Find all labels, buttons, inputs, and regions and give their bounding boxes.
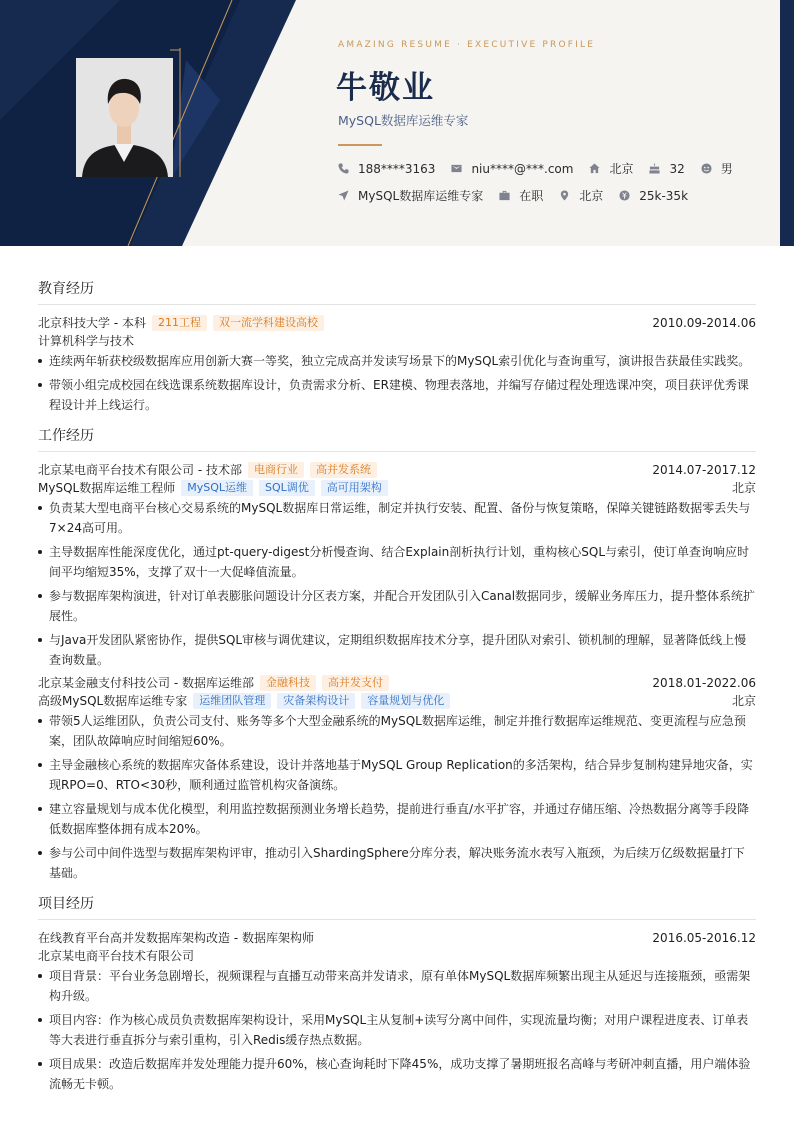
project-bullets: [38, 966, 756, 1094]
job-role: MySQL数据库运维工程师: [38, 481, 176, 495]
job-status-item: [499, 187, 543, 204]
job-intent-row: [338, 187, 704, 204]
list-item: 与Java开发团队紧密协作，提供SQL审核与调优建议，定期组织数据库技术分享，提升团队对索引、锁机制的理解，显著降低线上慢查询数量。: [38, 630, 756, 670]
contact-row: [338, 160, 749, 177]
salary-item: [619, 189, 688, 203]
education-bullets: [38, 351, 756, 415]
salary-icon: [619, 190, 630, 201]
target-city-item: [559, 187, 603, 204]
list-item: 带领小组完成校园在线选课系统数据库设计，负责需求分析、ER建模、物理表落地，并编写存储过程处理选课冲突，项目获评优秀课程设计并上线运行。: [38, 375, 756, 415]
briefcase-icon: [499, 190, 510, 201]
location-pin-icon: [559, 190, 570, 201]
list-item: 项目背景：平台业务急剧增长，视频课程与直播互动带来高并发请求，原有单体MySQL数据库频繁出现主从延迟与连接瓶颈，亟需架构升级。: [38, 966, 756, 1006]
project-date: 2016.05-2016.12: [652, 931, 756, 945]
header-kicker: AMAZING RESUME · EXECUTIVE PROFILE: [338, 40, 596, 50]
work-date: 2018.01-2022.06: [652, 676, 756, 690]
section-title-work: 工作经历: [38, 425, 756, 452]
list-item: 项目成果：改造后数据库并发处理能力提升60%，核心查询耗时下降45%，成功支撑了暑期班报名高峰与考研冲刺直播，用户端体验流畅无卡顿。: [38, 1054, 756, 1094]
skill-tag: 灾备架构设计: [277, 693, 355, 709]
skill-tag: SQL调优: [259, 480, 315, 496]
list-item: 项目内容：作为核心成员负责数据库架构设计，采用MySQL主从复制+读写分离中间件，实现流量均衡；对用户课程进度表、订单表等大表进行垂直拆分与索引重构，引入Redis缓存热点数据。: [38, 1010, 756, 1050]
company-name: 北京某金融支付科技公司 - 数据库运维部: [38, 676, 254, 690]
list-item: 主导金融核心系统的数据库灾备体系建设，设计并落地基于MySQL Group Replication的多活架构，结合异步复制构建异地灾备，实现RPO=0、RTO<30秒，顺利通过监管机构灾备演练。: [38, 755, 756, 795]
list-item: 负责某大型电商平台核心交易系统的MySQL数据库日常运维，制定并执行安装、配置、备份与恢复策略，保障关键链路数据零丢失与7×24高可用。: [38, 498, 756, 538]
list-item: 建立容量规划与成本优化模型，利用监控数据预测业务增长趋势，提前进行垂直/水平扩容，并通过存储压缩、冷热数据分离等手段降低数据库整体拥有成本20%。: [38, 799, 756, 839]
company-tag: 高并发系统: [310, 462, 377, 478]
education-date: 2010.09-2014.06: [652, 316, 756, 330]
cake-icon: [649, 163, 660, 174]
target-position-text: MySQL数据库运维专家: [358, 189, 484, 203]
work-city: 北京: [731, 481, 756, 495]
target-position-item: [338, 187, 483, 204]
home-icon: [589, 163, 600, 174]
work-bullets: [38, 498, 756, 670]
mail-icon: [451, 163, 462, 174]
hometown-text: 北京: [609, 162, 634, 176]
gender-text: 男: [720, 162, 733, 176]
send-icon: [338, 190, 349, 201]
work-city: 北京: [731, 694, 756, 708]
company-tag: 电商行业: [248, 462, 304, 478]
skill-tag: MySQL运维: [181, 480, 253, 496]
gender-item: [701, 160, 733, 177]
list-item: 主导数据库性能深度优化，通过pt-query-digest分析慢查询、结合Explain剖析执行计划，重构核心SQL与索引，使订单查询响应时间平均缩短35%，支撑了双十一大促峰值流量。: [38, 542, 756, 582]
gender-icon: [701, 163, 712, 174]
section-title-education: 教育经历: [38, 278, 756, 305]
school-tag: 211工程: [152, 315, 207, 331]
company-tag: 高并发支付: [322, 675, 389, 691]
age-item: [649, 162, 684, 176]
phone-icon: [338, 163, 349, 174]
profile-photo: [76, 58, 173, 177]
hometown-item: [589, 160, 633, 177]
section-title-projects: 项目经历: [38, 893, 756, 920]
resume-body: [38, 278, 756, 1104]
work-entry: [38, 674, 756, 883]
company-tag: 金融科技: [260, 675, 316, 691]
candidate-title: MySQL数据库运维专家: [338, 113, 469, 128]
title-accent-line: [338, 144, 382, 146]
list-item: 连续两年斩获校级数据库应用创新大赛一等奖，独立完成高并发读写场景下的MySQL索引优化与查询重写，演讲报告获最佳实践奖。: [38, 351, 756, 371]
project-name: 在线教育平台高并发数据库架构改造 - 数据库架构师: [38, 931, 314, 945]
school-tag: 双一流学科建设高校: [213, 315, 324, 331]
phone-item: [338, 162, 435, 176]
education-section: [38, 278, 756, 415]
skill-tag: 运维团队管理: [193, 693, 271, 709]
list-item: 参与数据库架构演进，针对订单表膨胀问题设计分区表方案，并配合开发团队引入Canal数据同步，缓解业务库压力，提升整体系统扩展性。: [38, 586, 756, 626]
salary-text: 25k-35k: [639, 188, 689, 203]
resume-header: [0, 0, 794, 246]
work-date: 2014.07-2017.12: [652, 463, 756, 477]
major-name: 计算机科学与技术: [38, 334, 135, 348]
work-section: [38, 425, 756, 883]
school-name: 北京科技大学 - 本科: [38, 316, 146, 330]
list-item: 参与公司中间件选型与数据库架构评审，推动引入ShardingSphere分库分表，解决账务流水表写入瓶颈，为后续万亿级数据量打下基础。: [38, 843, 756, 883]
project-entry: [38, 929, 756, 1094]
target-city-text: 北京: [579, 189, 604, 203]
age-text: 32: [669, 161, 685, 176]
projects-section: [38, 893, 756, 1094]
phone-text: 188****3163: [358, 161, 436, 176]
job-status-text: 在职: [519, 189, 544, 203]
company-name: 北京某电商平台技术有限公司 - 技术部: [38, 463, 242, 477]
work-entry: [38, 461, 756, 670]
candidate-name: 牛敬业: [336, 70, 435, 106]
project-company: 北京某电商平台技术有限公司: [38, 949, 195, 963]
skill-tag: 容量规划与优化: [361, 693, 450, 709]
list-item: 带领5人运维团队，负责公司支付、账务等多个大型金融系统的MySQL数据库运维，制定并推行数据库运维规范、变更流程与应急预案，团队故障响应时间缩短60%。: [38, 711, 756, 751]
email-item: [451, 162, 573, 176]
job-role: 高级MySQL数据库运维专家: [38, 694, 188, 708]
email-text: niu****@***.com: [471, 161, 574, 176]
skill-tag: 高可用架构: [321, 480, 388, 496]
education-entry: [38, 314, 756, 415]
work-bullets: [38, 711, 756, 883]
